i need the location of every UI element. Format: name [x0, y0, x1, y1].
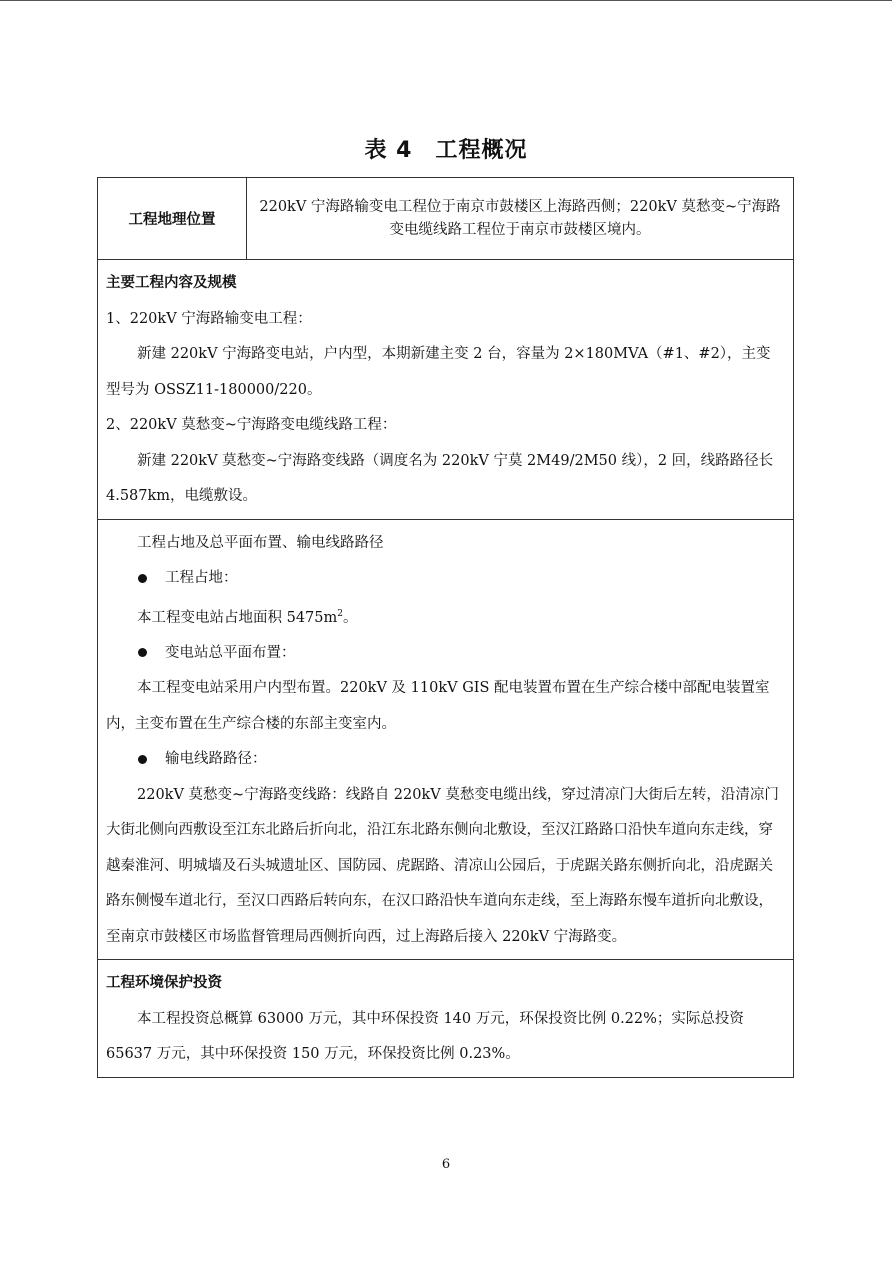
- scope-item1-text: 新建 220kV 宁海路变电站，户内型，本期新建主变 2 台，容量为 2×180MVA（#1、#2），主变型号为 OSSZ11-180000/220。: [106, 346, 771, 398]
- scope-item2-text: 新建 220kV 莫愁变~宁海路变线路（调度名为 220kV 宁莫 2M49/2M50 线），2 回，线路路径长 4.587km，电缆敷设。: [106, 452, 774, 504]
- layout-heading: 工程占地及总平面布置、输电线路路径: [137, 534, 384, 551]
- investment-heading: 工程环境保护投资: [106, 975, 222, 992]
- land-area-unit-sup: 2: [337, 608, 343, 619]
- page-number: 6: [441, 1157, 451, 1172]
- project-overview-table: [97, 177, 794, 1078]
- bullet-dot-icon: [138, 755, 147, 764]
- scope-item1-title: 1、220kV 宁海路输变电工程：: [106, 310, 312, 327]
- page-title: 表 4 工程概况: [364, 138, 528, 163]
- bullet-dot-icon: [138, 574, 147, 583]
- layout-section: [98, 520, 793, 961]
- top-border-line: [0, 0, 892, 1]
- investment-text: 本工程投资总概算 63000 万元，其中环保投资 140 万元，环保投资比例 0.22%；实际总投资 65637 万元，其中环保投资 150 万元，环保投资比例 0.23%。: [106, 1010, 744, 1063]
- plan-bullet-label: 变电站总平面布置：: [165, 644, 296, 661]
- plan-text: 本工程变电站采用户内型布置。220kV 及 110kV GIS 配电装置布置在生产综合楼中部配电装置室内，主变布置在生产综合楼的东部主变室内。: [106, 680, 770, 732]
- route-bullet-label: 输电线路路径：: [165, 751, 267, 768]
- land-text: [106, 597, 785, 636]
- scope-section: [98, 260, 793, 520]
- location-row: [98, 178, 793, 260]
- land-area-text: 本工程变电站占地面积 5475m: [137, 609, 338, 626]
- bullet-dot-icon: [138, 648, 147, 657]
- investment-section: [98, 960, 793, 1077]
- land-bullet: [106, 561, 785, 597]
- location-label: 工程地理位置: [98, 178, 247, 259]
- land-bullet-label: 工程占地：: [165, 570, 238, 586]
- plan-bullet: [106, 636, 785, 672]
- scope-item2-title: 2、220kV 莫愁变~宁海路变电缆线路工程：: [106, 417, 397, 433]
- route-text: 220kV 莫愁变~宁海路变线路：线路自 220kV 莫愁变电缆出线，穿过清凉门大街后左转，沿清凉门大街北侧向西敷设至江东北路后折向北，沿江东北路东侧向北敷设，至汉江路路口沿快车道向东走线，穿越秦淮河、明城墙及石头城遗址区、国防园、虎踞路、清凉山公园后，于虎踞关路东侧折向北，沿虎踞关路东侧慢车道北行，至汉口西路后转向东，在汉口路沿快车道向东走线，至上海路东慢车道折向北敷设，至南京市鼓楼区市场监督管理局西侧折向西，过上海路后接入 220kV 宁海路变。: [106, 786, 779, 945]
- land-area-end: 。: [343, 609, 358, 626]
- scope-heading: 主要工程内容及规模: [106, 275, 237, 291]
- location-text: 220kV 宁海路输变电工程位于南京市鼓楼区上海路西侧；220kV 莫愁变~宁海路变电缆线路工程位于南京市鼓楼区境内。: [259, 198, 781, 238]
- route-bullet: [106, 742, 785, 778]
